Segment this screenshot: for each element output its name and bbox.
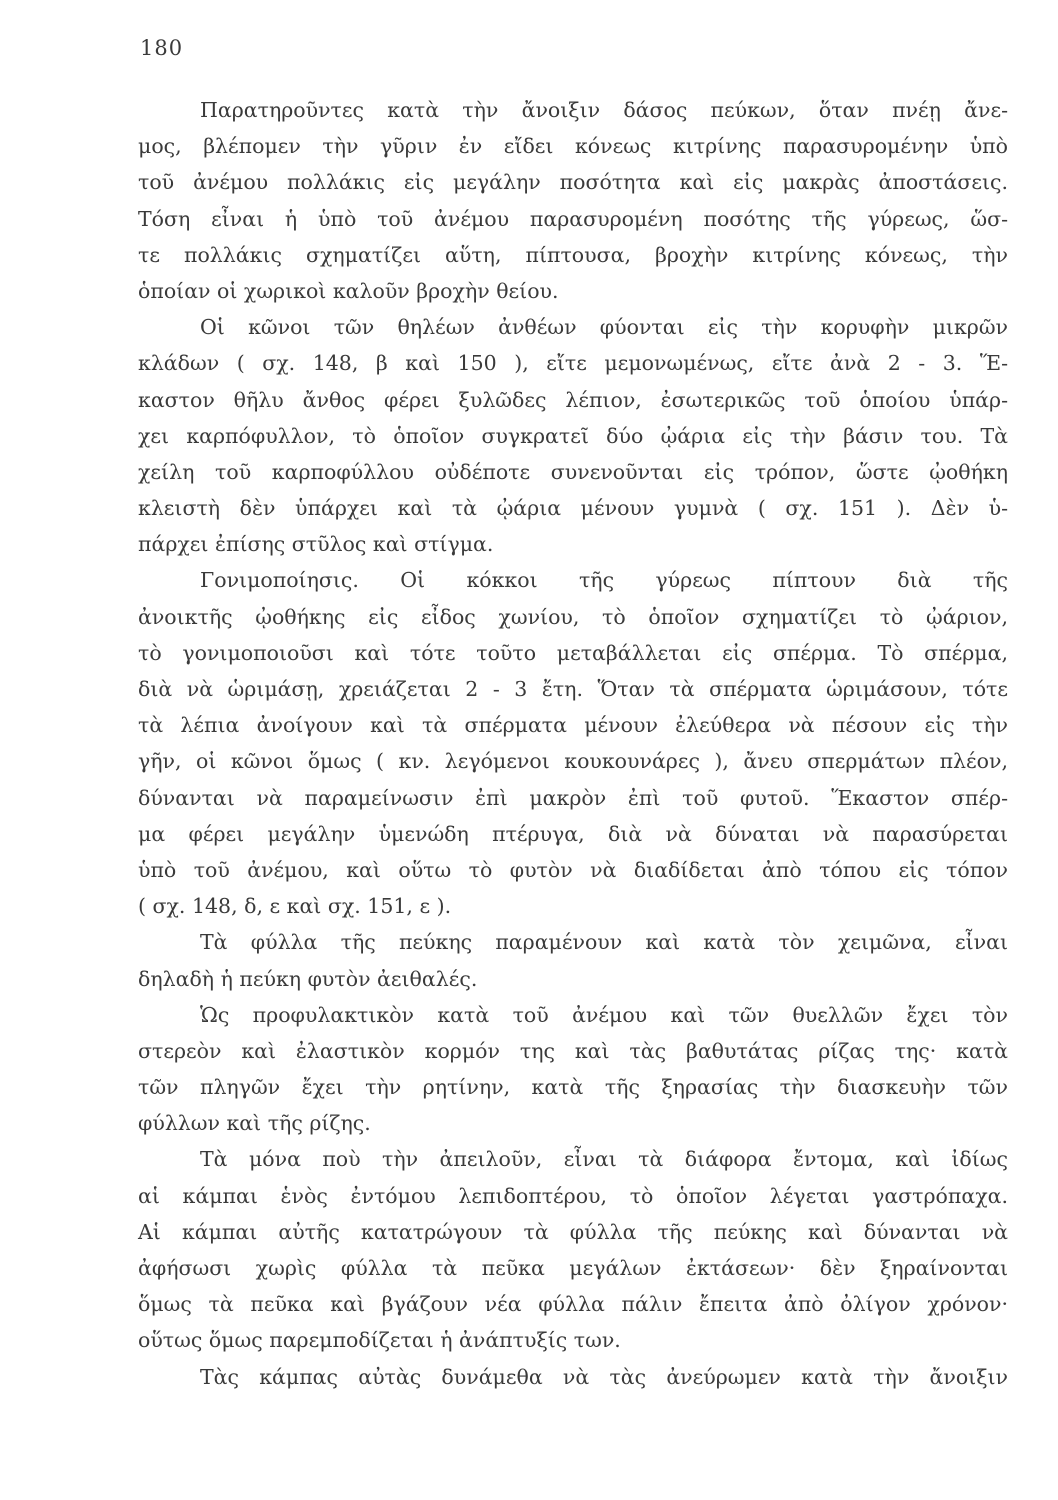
text-line: στερεὸν καὶ ἐλαστικὸν κορμόν της καὶ τὰς βαθυτάτας ρίζας της· κατὰ: [138, 1038, 1008, 1063]
text-line: δηλαδὴ ἡ πεύκη φυτὸν ἀειθαλές.: [138, 966, 478, 991]
text-line: ὅμως τὰ πεῦκα καὶ βγάζουν νέα φύλλα πάλιν ἔπειτα ἀπὸ ὀλίγον χρόνον·: [138, 1292, 1008, 1317]
text-line: ( σχ. 148, δ, ε καὶ σχ. 151, ε ).: [138, 894, 452, 919]
text-line: Τὰς κάμπας αὐτὰς δυνάμεθα νὰ τὰς ἀνεύρωμεν κατὰ τὴν ἄνοιξιν: [200, 1364, 1008, 1389]
text-line: κλάδων ( σχ. 148, β καὶ 150 ), εἴτε μεμονωμένως, εἴτε ἀνὰ 2 - 3. Ἕ-: [138, 351, 1008, 376]
text-line: ὑπὸ τοῦ ἀνέμου, καὶ οὕτω τὸ φυτὸν νὰ διαδίδεται ἀπὸ τόπου εἰς τόπον: [138, 857, 1008, 882]
text-line: πάρχει ἐπίσης στῦλος καὶ στίγμα.: [138, 532, 494, 557]
text-line: μος, βλέπομεν τὴν γῦριν ἐν εἴδει κόνεως κιτρίνης παρασυρομένην ὑπὸ: [138, 134, 1008, 159]
page-number: 180: [140, 36, 184, 60]
text-line: καστον θῆλυ ἄνθος φέρει ξυλῶδες λέπιον, ἐσωτερικῶς τοῦ ὁποίου ὑπάρ-: [138, 387, 1008, 412]
text-line: οὕτως ὅμως παρεμποδίζεται ἡ ἀνάπτυξίς των.: [138, 1328, 621, 1353]
text-line: αἱ κάμπαι ἑνὸς ἐντόμου λεπιδοπτέρου, τὸ ὁποῖον λέγεται γαστρόπαχα.: [138, 1183, 1008, 1208]
text-line: τῶν πληγῶν ἔχει τὴν ρητίνην, κατὰ τῆς ξηρασίας τὴν διασκευὴν τῶν: [138, 1075, 1008, 1100]
text-line: φύλλων καὶ τῆς ρίζης.: [138, 1111, 371, 1136]
text-line: γῆν, οἱ κῶνοι ὅμως ( κν. λεγόμενοι κουκουνάρες ), ἄνευ σπερμάτων πλέον,: [138, 749, 1008, 774]
text-line: ὁποίαν οἱ χωρικοὶ καλοῦν βροχὴν θείου.: [138, 278, 559, 303]
text-line: χει καρπόφυλλον, τὸ ὁποῖον συγκρατεῖ δύο ᾠάρια εἰς τὴν βάσιν του. Τὰ: [138, 423, 1008, 448]
text-line: διὰ νὰ ὡριμάσῃ, χρειάζεται 2 - 3 ἔτη. Ὅταν τὰ σπέρματα ὡριμάσουν, τότε: [138, 677, 1008, 701]
text-line: τε πολλάκις σχηματίζει αὕτη, πίπτουσα, βροχὴν κιτρίνης κόνεως, τὴν: [138, 242, 1008, 267]
text-line: κλειστὴ δὲν ὑπάρχει καὶ τὰ ᾠάρια μένουν γυμνὰ ( σχ. 151 ). Δὲν ὑ-: [138, 496, 1008, 521]
text-line: Οἱ κῶνοι τῶν θηλέων ἀνθέων φύονται εἰς τὴν κορυφὴν μικρῶν: [200, 315, 1008, 340]
text-line: Τὰ μόνα ποὺ τὴν ἀπειλοῦν, εἶναι τὰ διάφορα ἔντομα, καὶ ἰδίως: [200, 1147, 1008, 1172]
text-line: τοῦ ἀνέμου πολλάκις εἰς μεγάλην ποσότητα καὶ εἰς μακρὰς ἀποστάσεις.: [138, 170, 1008, 195]
text-line: χείλη τοῦ καρποφύλλου οὐδέποτε συνενοῦνται εἰς τρόπον, ὥστε ᾠοθήκη: [138, 459, 1008, 484]
body-text: [138, 92, 1008, 1395]
text-line: Γονιμοποίησις. Οἱ κόκκοι τῆς γύρεως πίπτουν διὰ τῆς: [200, 568, 1008, 593]
text-line: δύνανται νὰ παραμείνωσιν ἐπὶ μακρὸν ἐπὶ τοῦ φυτοῦ. Ἕκαστον σπέρ-: [138, 785, 1008, 810]
text-line: ἀφήσωσι χωρὶς φύλλα τὰ πεῦκα μεγάλων ἐκτάσεων· δὲν ξηραίνονται: [138, 1256, 1008, 1280]
text-line: Αἱ κάμπαι αὐτῆς κατατρώγουν τὰ φύλλα τῆς πεύκης καὶ δύνανται νὰ: [138, 1219, 1008, 1244]
text-line: Παρατηροῦντες κατὰ τὴν ἄνοιξιν δάσος πεύκων, ὅταν πνέῃ ἄνε-: [200, 98, 1008, 122]
text-line: ἀνοικτῆς ᾠοθήκης εἰς εἶδος χωνίου, τὸ ὁποῖον σχηματίζει τὸ ᾠάριον,: [138, 604, 1008, 629]
text-line: τὸ γονιμοποιοῦσι καὶ τότε τοῦτο μεταβάλλεται εἰς σπέρμα. Τὸ σπέρμα,: [138, 640, 1008, 665]
text-line: μα φέρει μεγάλην ὑμενώδη πτέρυγα, διὰ νὰ δύναται νὰ παρασύρεται: [138, 821, 1008, 846]
text-line: τὰ λέπια ἀνοίγουν καὶ τὰ σπέρματα μένουν ἐλεύθερα νὰ πέσουν εἰς τὴν: [138, 713, 1008, 738]
text-line: Τόση εἶναι ἡ ὑπὸ τοῦ ἀνέμου παρασυρομένη ποσότης τῆς γύρεως, ὥσ-: [138, 206, 1008, 231]
text-line: Τὰ φύλλα τῆς πεύκης παραμένουν καὶ κατὰ τὸν χειμῶνα, εἶναι: [200, 930, 1008, 955]
text-line: Ὡς προφυλακτικὸν κατὰ τοῦ ἀνέμου καὶ τῶν θυελλῶν ἔχει τὸν: [200, 1002, 1008, 1027]
